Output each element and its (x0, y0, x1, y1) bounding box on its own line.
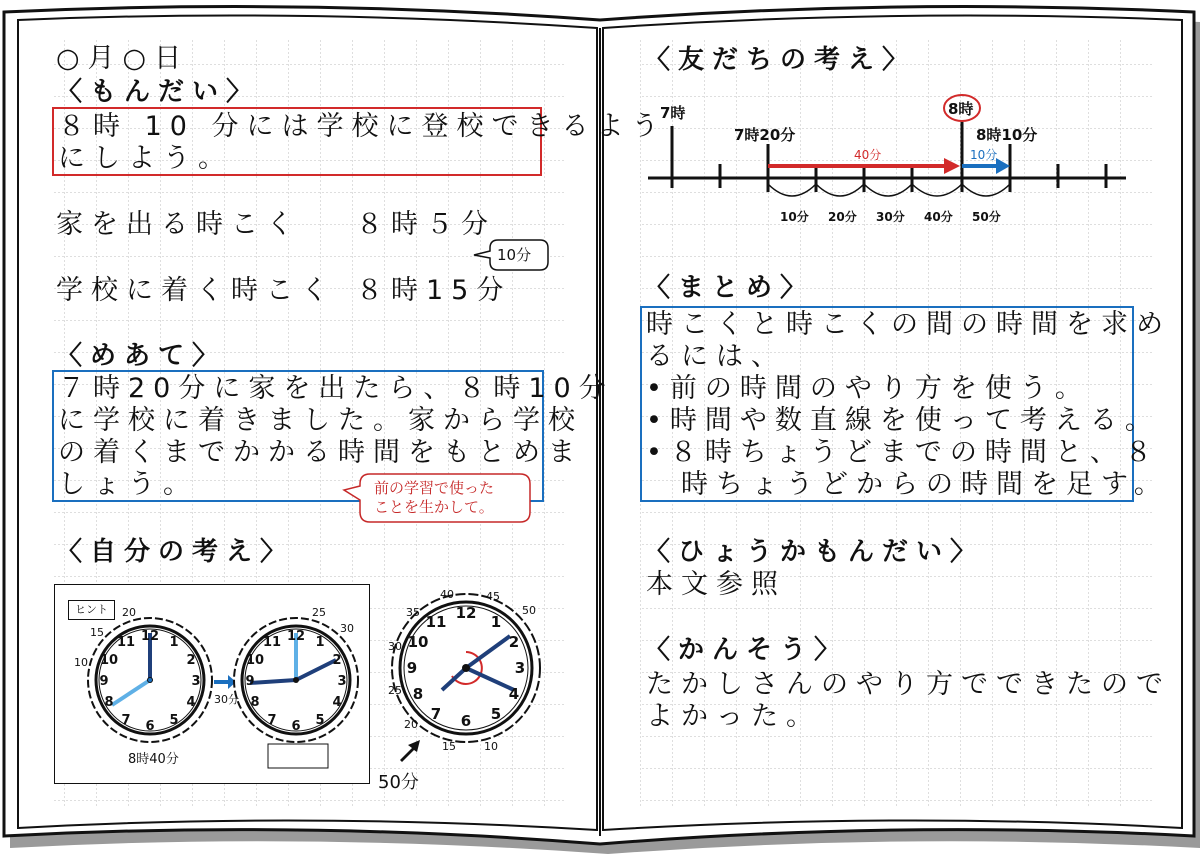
goal-line-4: しょう。 (58, 469, 198, 500)
summary-heading: 〈まとめ〉 (644, 273, 815, 303)
hint-label: ヒント (68, 600, 115, 620)
svg-text:5: 5 (490, 705, 502, 723)
summary-line-6: 時ちょうどからの時間を足す。 (646, 469, 1169, 500)
svg-text:2: 2 (332, 653, 342, 668)
diff-callout: 10分 (497, 246, 532, 264)
summary-line-1: 時こくと時こくの間の時間を求め (646, 309, 1171, 340)
clock-big-num-40: 40 (440, 588, 454, 601)
summary-line-2: るには、 (646, 341, 786, 372)
svg-text:4: 4 (508, 685, 520, 703)
tl-label-8: 8時 (948, 100, 974, 118)
problem-heading: 〈もんだい〉 (56, 77, 261, 107)
clock2-min-25: 25 (312, 606, 326, 619)
leave-home-time: ８時５分 (356, 209, 496, 240)
svg-text:11: 11 (262, 635, 282, 650)
goal-line-3: の着くまでかかる時間をもとめま (58, 437, 583, 468)
svg-text:7: 7 (430, 705, 442, 723)
goal-heading: 〈めあて〉 (56, 341, 227, 371)
date: ○月○日 (56, 43, 190, 74)
tl-step-2: 20分 (828, 210, 857, 224)
svg-text:2: 2 (186, 653, 196, 668)
svg-text:3: 3 (514, 659, 526, 677)
svg-text:10: 10 (245, 653, 265, 668)
arrow-label: 30分 (214, 693, 239, 706)
tl-blue-label: 10分 (970, 148, 998, 162)
my-thinking-heading: 〈自分の考え〉 (56, 537, 295, 567)
svg-text:11: 11 (116, 635, 136, 650)
svg-text:1: 1 (490, 613, 502, 631)
clock-big-num-30: 30 (388, 640, 402, 653)
clock-big-num-45: 45 (486, 590, 500, 603)
svg-text:2: 2 (508, 633, 520, 651)
svg-text:12: 12 (455, 604, 477, 622)
svg-text:8: 8 (412, 685, 424, 703)
svg-text:1: 1 (315, 635, 325, 650)
clock-big-num-50: 50 (522, 604, 536, 617)
clock2-min-30: 30 (340, 622, 354, 635)
svg-text:8: 8 (250, 695, 260, 710)
tl-red-label: 40分 (854, 148, 882, 162)
leave-home-label: 家を出る時こく (56, 209, 301, 240)
tl-label-810: 8時10分 (976, 126, 1038, 144)
goal-line-2: に学校に着きました。家から学校 (58, 405, 583, 436)
svg-text:9: 9 (245, 674, 255, 689)
tl-step-3: 30分 (876, 210, 905, 224)
summary-line-3: •前の時間のやり方を使う。 (646, 373, 1090, 404)
reflection-line-1: たかしさんのやり方でできたので (646, 669, 1171, 700)
svg-text:6: 6 (291, 719, 301, 734)
svg-text:12: 12 (286, 629, 306, 644)
result-label: 50分 (378, 772, 419, 793)
clock1-min-10: 10 (74, 656, 88, 669)
clock-big-num-15: 15 (442, 740, 456, 753)
svg-text:7: 7 (121, 713, 131, 728)
svg-text:9: 9 (99, 674, 109, 689)
svg-text:3: 3 (191, 674, 201, 689)
arrive-school-time: ８時15分 (356, 275, 512, 306)
tl-label-720: 7時20分 (734, 126, 796, 144)
svg-text:7: 7 (267, 713, 277, 728)
svg-text:1: 1 (169, 635, 179, 650)
eval-heading: 〈ひょうかもんだい〉 (644, 537, 985, 567)
tl-step-5: 50分 (972, 210, 1001, 224)
svg-text:10: 10 (407, 633, 429, 651)
problem-line-2: にしよう。 (58, 143, 233, 174)
tl-step-4: 40分 (924, 210, 953, 224)
teacher-note-line-1: 前の学習で使った (374, 479, 495, 497)
tl-step-1: 10分 (780, 210, 809, 224)
goal-line-1: ７時20分に家を出たら、８時10分 (58, 373, 614, 404)
summary-line-4: •時間や数直線を使って考える。 (646, 405, 1160, 436)
friend-heading: 〈友だちの考え〉 (644, 45, 917, 75)
clock-big-num-20: 20 (404, 718, 418, 731)
svg-text:3: 3 (337, 674, 347, 689)
svg-text:4: 4 (332, 695, 342, 710)
eval-text: 本文参照 (646, 569, 786, 600)
svg-text:5: 5 (315, 713, 325, 728)
tl-label-7: 7時 (660, 104, 686, 122)
svg-text:4: 4 (186, 695, 196, 710)
problem-line-1: ８時 10 分には学校に登校できるよう (58, 111, 667, 142)
svg-text:6: 6 (145, 719, 155, 734)
clock1-min-20: 20 (122, 606, 136, 619)
reflection-line-2: よかった。 (646, 701, 821, 732)
svg-text:12: 12 (140, 629, 160, 644)
teacher-note-line-2: ことを生かして。 (374, 498, 494, 516)
arrive-school-label: 学校に着く時こく (56, 275, 336, 306)
svg-text:8: 8 (104, 695, 114, 710)
clock-big-num-10: 10 (484, 740, 498, 753)
clock1-min-15: 15 (90, 626, 104, 639)
svg-text:6: 6 (460, 712, 472, 730)
reflection-heading: 〈かんそう〉 (644, 635, 849, 665)
clock-big-num-25: 25 (388, 684, 402, 697)
svg-text:11: 11 (425, 613, 447, 631)
clock1-caption: 8時40分 (128, 752, 179, 767)
clock-big-num-35: 35 (406, 606, 420, 619)
svg-text:10: 10 (99, 653, 119, 668)
summary-line-5: •８時ちょうどまでの時間と、８ (646, 437, 1160, 468)
svg-text:9: 9 (406, 659, 418, 677)
svg-text:5: 5 (169, 713, 179, 728)
